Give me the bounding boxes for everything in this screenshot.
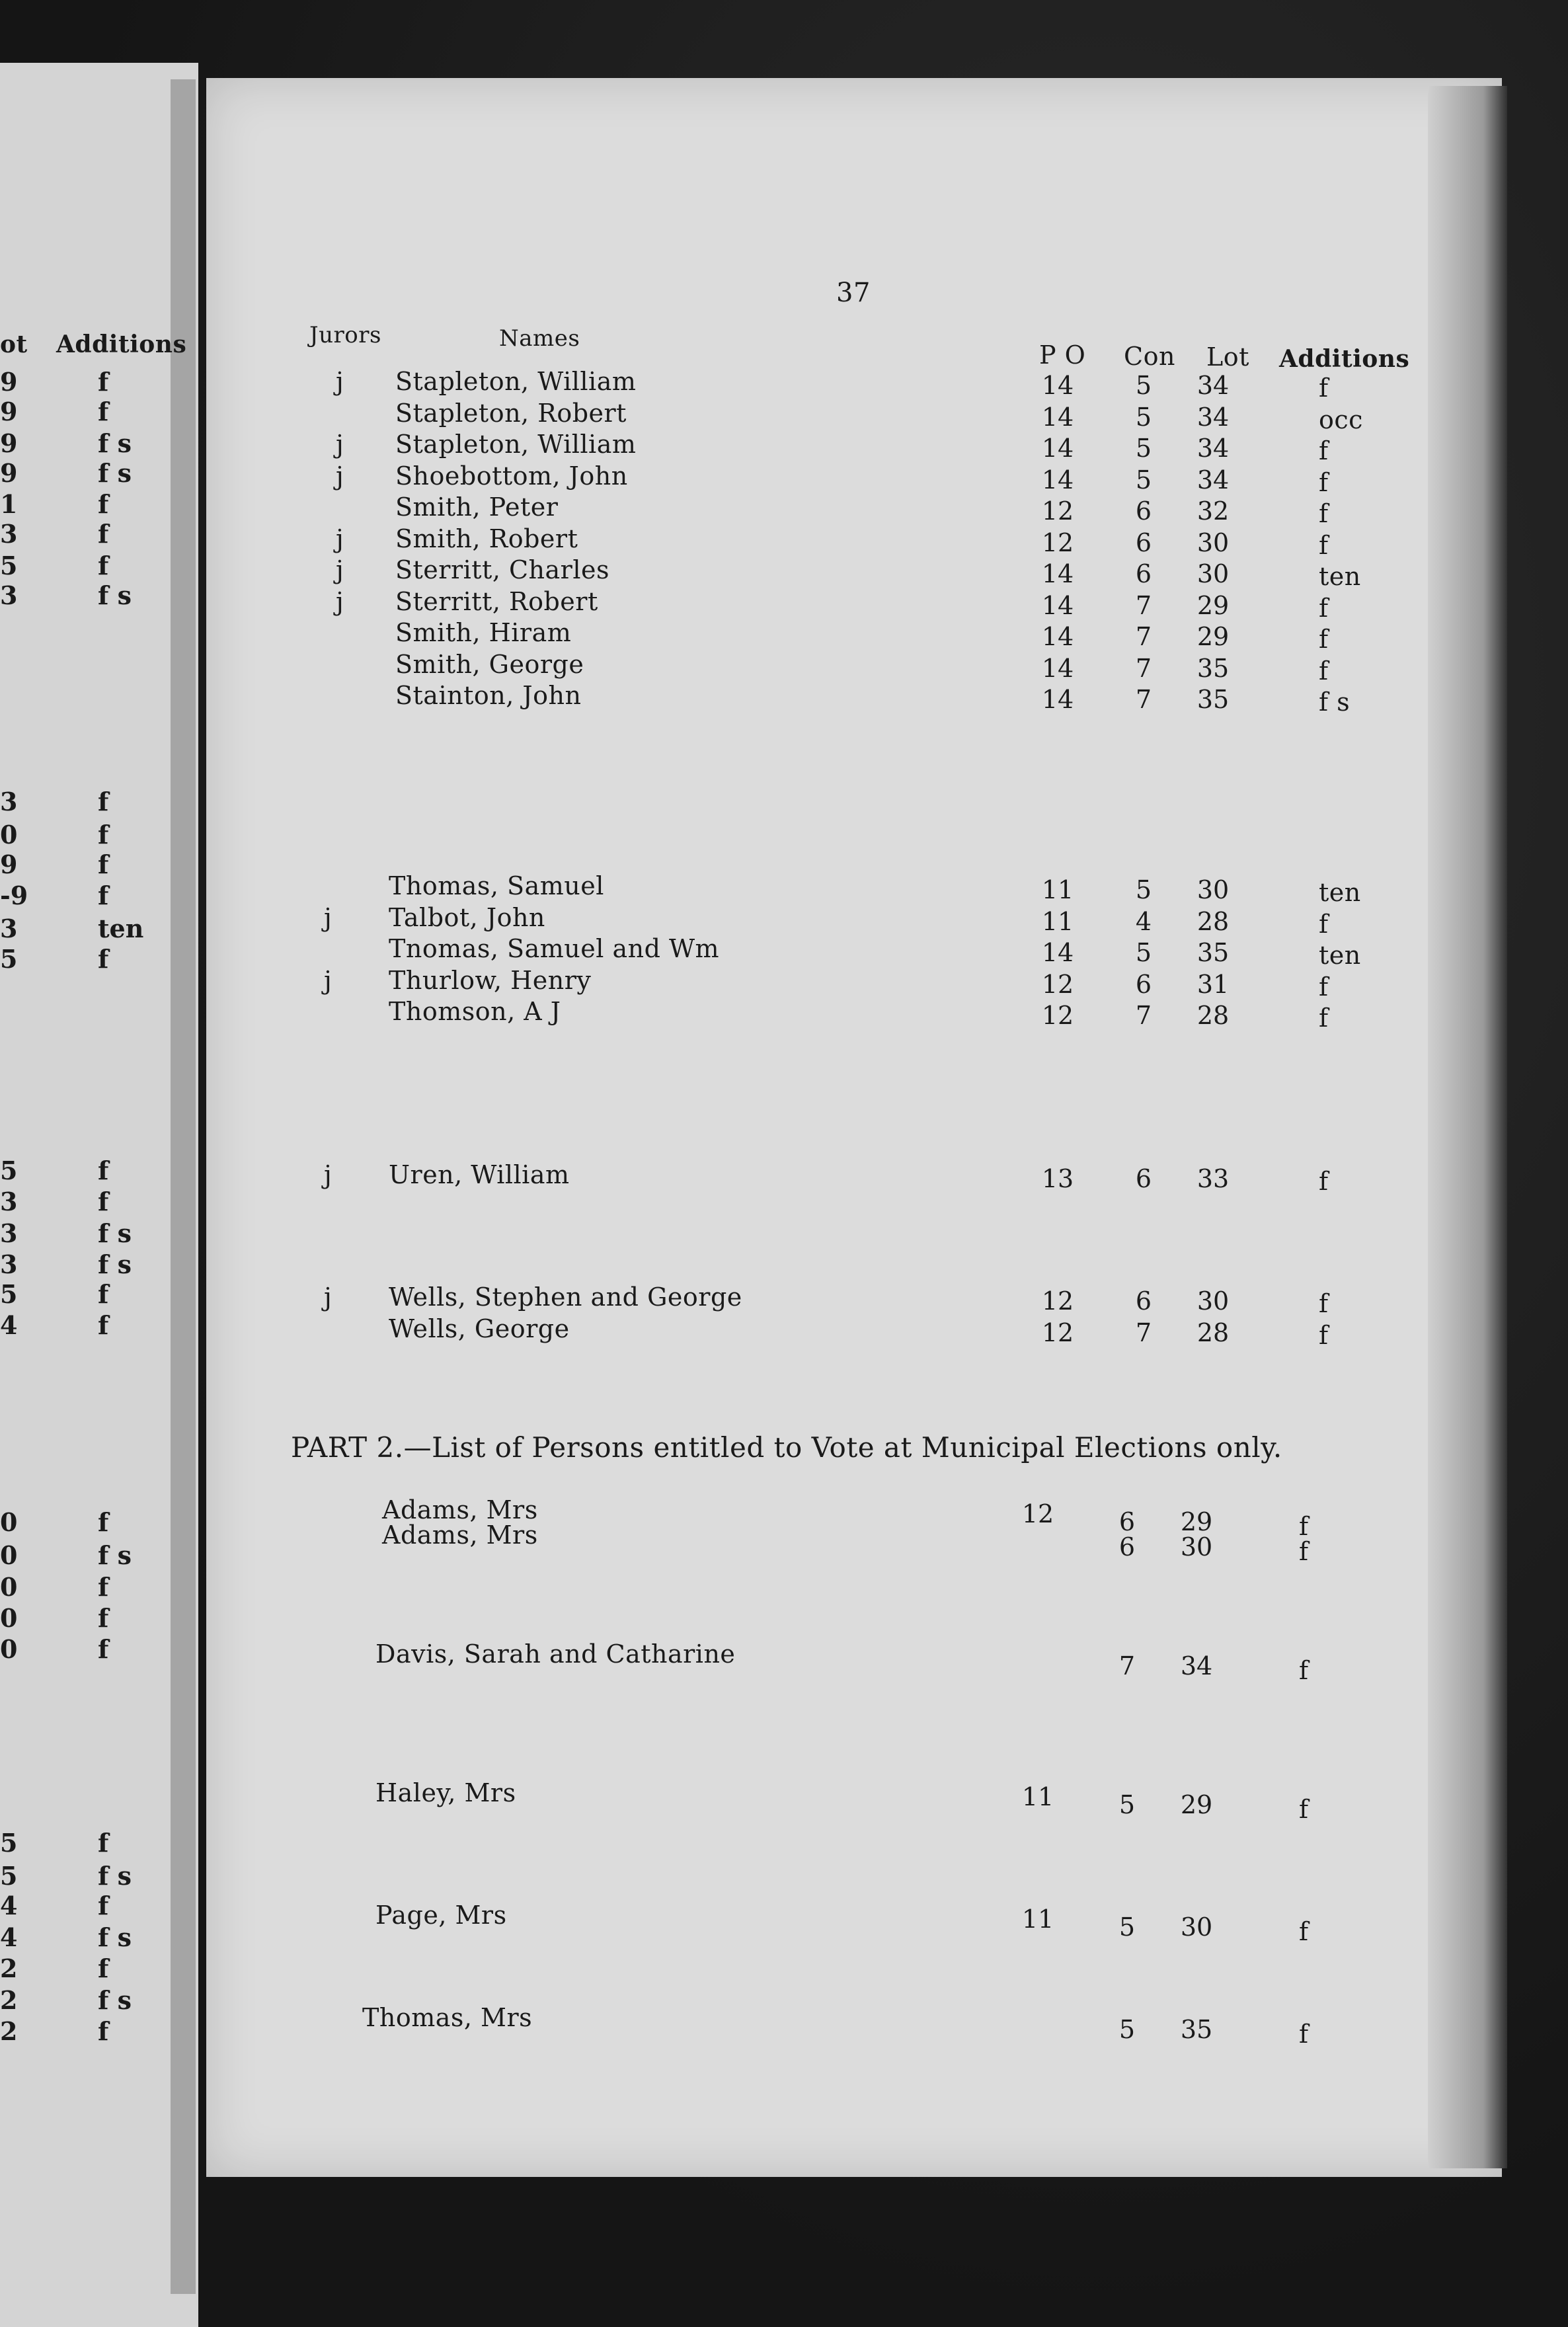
voter-con: 6 — [1118, 1532, 1136, 1561]
entry-lot: 33 — [1196, 1164, 1230, 1193]
entry-additions: f — [1319, 499, 1329, 528]
voter-po: 11 — [1021, 1905, 1054, 1934]
left-row-number: 3 — [0, 787, 18, 816]
entry-lot: 29 — [1196, 590, 1230, 620]
left-row-addition: f s — [98, 1861, 132, 1891]
entry-po: 12 — [1041, 528, 1074, 557]
voter-additions: f — [1299, 1656, 1309, 1685]
left-row-number: 5 — [0, 551, 18, 580]
left-header-lot: ot — [0, 331, 28, 358]
entry-con: 7 — [1135, 1318, 1152, 1347]
entry-con: 7 — [1135, 653, 1152, 683]
entry-additions: f — [1319, 909, 1329, 939]
left-row-number: 5 — [0, 944, 18, 974]
entry-additions: f — [1319, 625, 1329, 654]
left-row-number: 9 — [0, 428, 18, 458]
entry-name: Sterritt, Robert — [395, 586, 598, 616]
entry-additions: f — [1319, 593, 1329, 623]
left-row-number: 4 — [0, 1922, 18, 1952]
entry-po: 14 — [1041, 622, 1074, 651]
left-row-number: 5 — [0, 1279, 18, 1309]
header-jurors: Jurors — [309, 322, 381, 348]
entry-additions: f — [1319, 1004, 1329, 1033]
entry-name: Thomson, A J — [389, 997, 561, 1026]
left-row-addition: f s — [98, 1540, 132, 1570]
left-row-number: 9 — [0, 367, 18, 397]
header-con: Con — [1124, 342, 1175, 371]
left-row-addition: f s — [98, 1922, 132, 1952]
left-row-number: 3 — [0, 914, 18, 943]
left-row-number: 3 — [0, 1249, 18, 1279]
left-row-number: 5 — [0, 1828, 18, 1858]
header-additions: Additions — [1279, 345, 1410, 373]
entry-lot: 35 — [1196, 685, 1230, 714]
entry-con: 7 — [1135, 685, 1152, 714]
entry-name: Thomas, Samuel — [389, 871, 604, 900]
entry-con: 5 — [1135, 875, 1152, 904]
left-row-addition: f — [98, 1634, 109, 1664]
entry-lot: 30 — [1196, 1286, 1230, 1316]
voter-con: 5 — [1118, 1913, 1136, 1942]
entry-lot: 31 — [1196, 969, 1230, 999]
left-row-addition: f — [98, 489, 109, 519]
entry-con: 7 — [1135, 1001, 1152, 1030]
left-row-number: 0 — [0, 1634, 18, 1664]
entry-lot: 34 — [1196, 465, 1230, 494]
entry-name: Stapleton, William — [395, 430, 637, 459]
voter-con: 6 — [1118, 1507, 1136, 1536]
entry-additions: f — [1319, 436, 1329, 465]
entry-con: 6 — [1135, 496, 1152, 526]
voter-name: Davis, Sarah and Catharine — [375, 1639, 736, 1669]
entry-name: Smith, Hiram — [395, 618, 572, 647]
left-row-number: 3 — [0, 1218, 18, 1248]
entry-po: 14 — [1041, 371, 1074, 400]
entry-con: 4 — [1135, 906, 1152, 936]
left-row-number: -9 — [0, 881, 28, 910]
juror-mark: j — [336, 461, 344, 491]
left-row-addition: f s — [98, 428, 132, 458]
left-row-addition: f — [98, 367, 109, 397]
part2-title — [291, 1431, 1282, 1464]
left-row-number: 0 — [0, 820, 18, 849]
entry-name: Stapleton, William — [395, 367, 637, 396]
voter-po: 12 — [1021, 1499, 1054, 1528]
entry-additions: f s — [1319, 688, 1351, 717]
voter-lot: 29 — [1180, 1790, 1213, 1819]
voter-name: Adams, Mrs — [382, 1495, 538, 1524]
entry-po: 11 — [1041, 875, 1074, 904]
entry-lot: 28 — [1196, 906, 1230, 936]
entry-con: 6 — [1135, 1286, 1152, 1316]
left-row-number: 4 — [0, 1310, 18, 1340]
left-row-addition: f — [98, 1310, 109, 1340]
entry-lot: 28 — [1196, 1001, 1230, 1030]
entry-name: Smith, Robert — [395, 524, 578, 553]
entry-po: 12 — [1041, 1286, 1074, 1316]
entry-lot: 34 — [1196, 371, 1230, 400]
voter-name: Page, Mrs — [375, 1901, 507, 1930]
voter-name: Haley, Mrs — [375, 1778, 516, 1807]
entry-name: Shoebottom, John — [395, 461, 628, 491]
left-row-addition: f s — [98, 458, 132, 488]
entry-con: 5 — [1135, 938, 1152, 967]
left-row-addition: f — [98, 1603, 109, 1633]
left-row-addition: f — [98, 1507, 109, 1537]
left-row-addition: f — [98, 2016, 109, 2046]
entry-lot: 30 — [1196, 559, 1230, 588]
left-row-number: 0 — [0, 1507, 18, 1537]
entry-lot: 35 — [1196, 653, 1230, 683]
voter-lot: 34 — [1180, 1651, 1213, 1680]
left-row-number: 4 — [0, 1891, 18, 1920]
left-header-additions: Additions — [56, 331, 187, 358]
juror-mark: j — [324, 965, 333, 995]
left-row-addition: f — [98, 1953, 109, 1983]
voter-additions: f — [1299, 1512, 1309, 1541]
entry-po: 14 — [1041, 402, 1074, 432]
entry-po: 12 — [1041, 969, 1074, 999]
juror-mark: j — [336, 367, 344, 396]
left-row-addition: f — [98, 551, 109, 580]
voter-additions: f — [1299, 1795, 1309, 1824]
entry-additions: f — [1319, 1167, 1329, 1196]
juror-mark: j — [336, 555, 344, 584]
left-row-addition: f — [98, 787, 109, 816]
juror-mark: j — [336, 524, 344, 553]
left-row-number: 3 — [0, 1187, 18, 1216]
entry-lot: 30 — [1196, 875, 1230, 904]
left-row-addition: f — [98, 820, 109, 849]
voter-con: 5 — [1118, 1790, 1136, 1819]
entry-additions: f — [1319, 972, 1329, 1002]
voter-name: Adams, Mrs — [382, 1520, 538, 1550]
voter-lot: 30 — [1180, 1532, 1213, 1561]
left-row-addition: f — [98, 1572, 109, 1602]
left-row-number: 2 — [0, 2016, 18, 2046]
entry-con: 5 — [1135, 402, 1152, 432]
entry-po: 14 — [1041, 559, 1074, 588]
left-row-addition: f s — [98, 1249, 132, 1279]
entry-additions: occ — [1319, 405, 1363, 434]
entry-con: 5 — [1135, 371, 1152, 400]
entry-po: 11 — [1041, 906, 1074, 936]
voter-name: Thomas, Mrs — [362, 2003, 533, 2032]
left-row-number: 3 — [0, 519, 18, 549]
entry-con: 6 — [1135, 969, 1152, 999]
voter-additions: f — [1299, 1917, 1309, 1946]
voter-additions: f — [1299, 2020, 1309, 2049]
entry-po: 13 — [1041, 1164, 1074, 1193]
part2-heading: —List of Persons entitled to Vote at Municipal Elections only. — [403, 1431, 1282, 1464]
entry-additions: f — [1319, 530, 1329, 560]
entry-additions: f — [1319, 1289, 1329, 1318]
page-edge — [1428, 86, 1507, 2168]
entry-con: 5 — [1135, 434, 1152, 463]
left-row-addition: f — [98, 944, 109, 974]
entry-name: Smith, Peter — [395, 493, 559, 522]
voter-lot: 30 — [1180, 1913, 1213, 1942]
left-row-number: 9 — [0, 397, 18, 426]
voter-con: 7 — [1118, 1651, 1136, 1680]
juror-mark: j — [336, 430, 344, 459]
entry-additions: f — [1319, 374, 1329, 403]
juror-mark: j — [324, 1160, 333, 1189]
left-row-number: 2 — [0, 1953, 18, 1983]
page-number: 37 — [836, 278, 871, 308]
entry-additions: ten — [1319, 878, 1361, 907]
entry-name: Talbot, John — [389, 902, 545, 932]
entry-con: 6 — [1135, 528, 1152, 557]
entry-name: Smith, George — [395, 649, 584, 679]
header-po: P O — [1039, 340, 1086, 370]
left-row-addition: f — [98, 1279, 109, 1309]
left-row-addition: f — [98, 1187, 109, 1216]
entry-name: Wells, Stephen and George — [389, 1282, 742, 1312]
juror-mark: j — [324, 1282, 333, 1312]
left-row-number: 1 — [0, 489, 18, 519]
header-lot: Lot — [1206, 342, 1249, 372]
entry-lot: 34 — [1196, 402, 1230, 432]
entry-additions: ten — [1319, 562, 1361, 591]
entry-lot: 32 — [1196, 496, 1230, 526]
entry-con: 7 — [1135, 622, 1152, 651]
entry-name: Uren, William — [389, 1160, 570, 1189]
entry-lot: 28 — [1196, 1318, 1230, 1347]
left-row-number: 5 — [0, 1861, 18, 1891]
entry-po: 14 — [1041, 465, 1074, 494]
left-row-number: 0 — [0, 1603, 18, 1633]
left-row-addition: f — [98, 1891, 109, 1920]
voter-po: 11 — [1021, 1782, 1054, 1811]
left-row-addition: f s — [98, 1218, 132, 1248]
entry-name: Stapleton, Robert — [395, 398, 627, 428]
entry-po: 14 — [1041, 590, 1074, 620]
entry-name: Wells, George — [389, 1314, 570, 1343]
entry-name: Stainton, John — [395, 681, 582, 710]
entry-po: 12 — [1041, 496, 1074, 526]
left-row-number: 9 — [0, 849, 18, 879]
voter-con: 5 — [1118, 2015, 1136, 2044]
left-row-number: 3 — [0, 580, 18, 610]
left-row-addition: f — [98, 1828, 109, 1858]
left-row-addition: f — [98, 1156, 109, 1185]
entry-con: 6 — [1135, 559, 1152, 588]
left-row-addition: f — [98, 397, 109, 426]
left-row-addition: f — [98, 849, 109, 879]
voter-additions: f — [1299, 1537, 1309, 1566]
entry-name: Tnomas, Samuel and Wm — [389, 934, 720, 963]
entry-additions: ten — [1319, 941, 1361, 970]
left-row-addition: f s — [98, 1985, 132, 2015]
left-row-number: 0 — [0, 1572, 18, 1602]
entry-additions: f — [1319, 467, 1329, 497]
entry-po: 14 — [1041, 685, 1074, 714]
left-row-addition: f — [98, 881, 109, 910]
entry-con: 7 — [1135, 590, 1152, 620]
entry-po: 14 — [1041, 434, 1074, 463]
entry-additions: f — [1319, 1320, 1329, 1350]
voter-lot: 35 — [1180, 2015, 1213, 2044]
entry-name: Sterritt, Charles — [395, 555, 609, 584]
left-row-number: 0 — [0, 1540, 18, 1570]
juror-mark: j — [324, 902, 333, 932]
entry-additions: f — [1319, 656, 1329, 686]
entry-lot: 30 — [1196, 528, 1230, 557]
entry-lot: 34 — [1196, 434, 1230, 463]
entry-lot: 35 — [1196, 938, 1230, 967]
entry-lot: 29 — [1196, 622, 1230, 651]
entry-con: 6 — [1135, 1164, 1152, 1193]
left-row-addition: ten — [98, 914, 144, 943]
entry-po: 14 — [1041, 653, 1074, 683]
entry-po: 14 — [1041, 938, 1074, 967]
part2-label: PART 2. — [291, 1431, 404, 1464]
entry-po: 12 — [1041, 1001, 1074, 1030]
left-row-number: 5 — [0, 1156, 18, 1185]
left-row-number: 2 — [0, 1985, 18, 2015]
entry-name: Thurlow, Henry — [389, 965, 592, 995]
entry-con: 5 — [1135, 465, 1152, 494]
left-row-addition: f s — [98, 580, 132, 610]
voter-lot: 29 — [1180, 1507, 1213, 1536]
left-row-number: 9 — [0, 458, 18, 488]
left-row-addition: f — [98, 519, 109, 549]
entry-po: 12 — [1041, 1318, 1074, 1347]
header-names: Names — [499, 325, 580, 352]
juror-mark: j — [336, 586, 344, 616]
page-gutter — [171, 79, 196, 2294]
